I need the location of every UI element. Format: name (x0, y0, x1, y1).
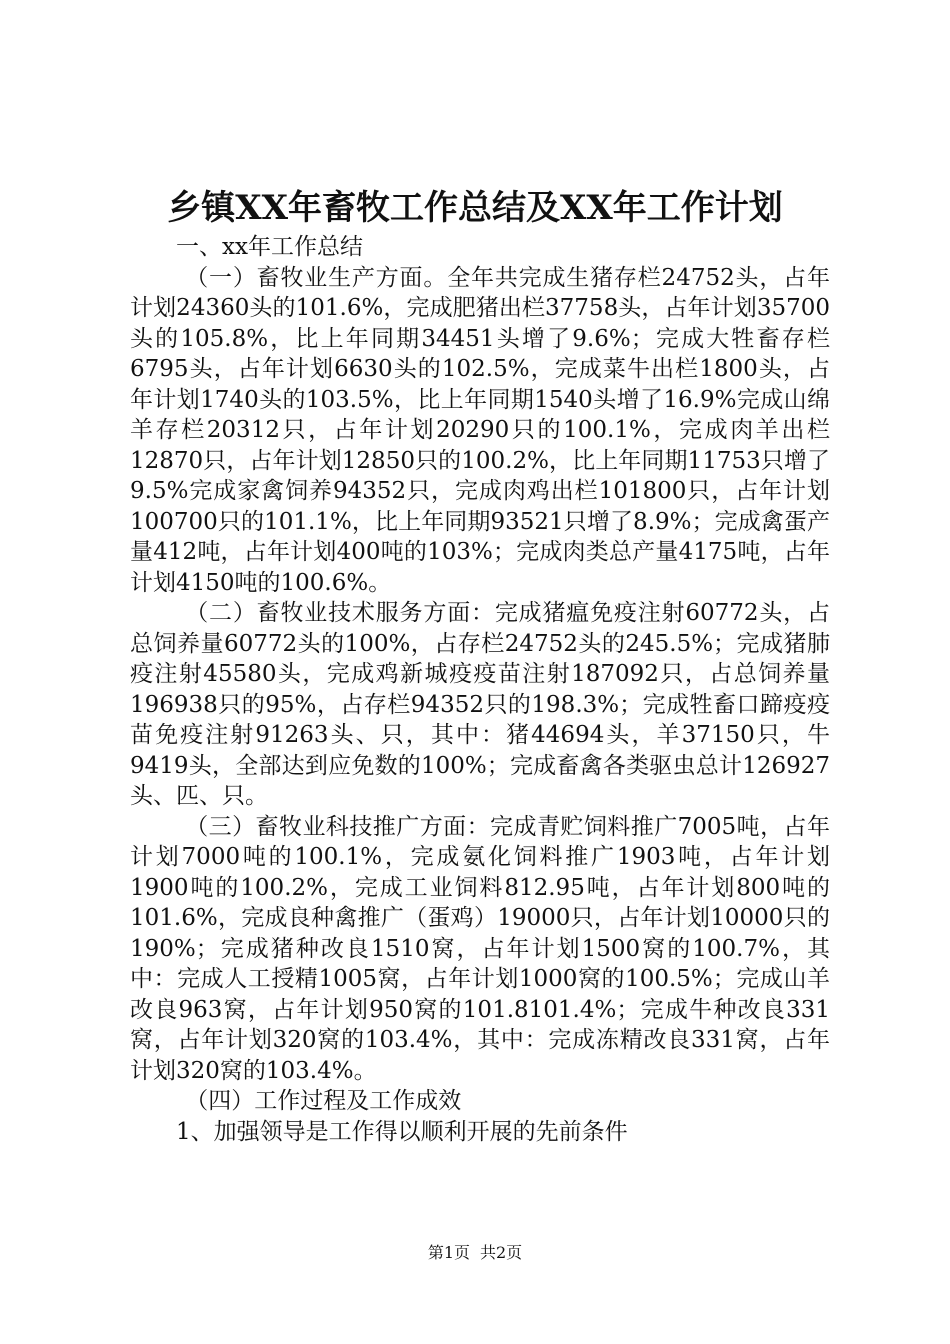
sub-heading-work-process: （四）工作过程及工作成效 (185, 1088, 462, 1114)
section-heading: 一、xx年工作总结 (176, 234, 363, 260)
document-body (130, 232, 830, 1147)
paragraph-technical-service: （二）畜牧业技术服务方面：完成猪瘟免疫注射60772头，占总饲养量60772头的100%，占存栏24752头的245.5%；完成猪肺疫注射45580头，完成鸡新城疫疫苗注射187092只，占总饲养量196938只的95%，占存栏94352只的198.3%；完成牲畜口蹄疫疫苗免疫注射91263头、只，其中：猪44694头，羊37150只，牛9419头，全部达到应免数的100%；完成畜禽各类驱虫总计126927头、匹、只。 (130, 600, 830, 809)
page-number: 第1页 (427, 1243, 470, 1262)
page-footer (0, 1243, 950, 1263)
paragraph-tech-promotion: （三）畜牧业科技推广方面：完成青贮饲料推广7005吨，占年计划7000吨的100.1%，完成氨化饲料推广1903吨，占年计划1900吨的100.2%，完成工业饲料812.95吨，占年计划800吨的101.6%，完成良种禽推广（蛋鸡）19000只，占年计划10000只的190%；完成猪种改良1510窝，占年计划1500窝的100.7%，其中：完成人工授精1005窝，占年计划1000窝的100.5%；完成山羊改良963窝，占年计划950窝的101.8101.4%；完成牛种改良331窝，占年计划320窝的103.4%，其中：完成冻精改良331窝，占年计划320窝的103.4%。 (130, 813, 830, 1084)
page-total: 共2页 (480, 1243, 523, 1262)
list-item-leadership: 1、加强领导是工作得以顺利开展的先前条件 (176, 1118, 628, 1145)
paragraph-production: （一）畜牧业生产方面。全年共完成生猪存栏24752头，占年计划24360头的101.6%，完成肥猪出栏37758头，占年计划35700头的105.8%，比上年同期34451头增了9.6%；完成大牲畜存栏6795头，占年计划6630头的102.5%，完成菜牛出栏1800头，占年计划1740头的103.5%，比上年同期1540头增了16.9%完成山绵羊存栏20312只，占年计划20290只的100.1%，完成肉羊出栏12870只，占年计划12850只的100.2%，比上年同期11753只增了9.5%完成家禽饲养94352只，完成肉鸡出栏101800只，占年计划100700只的101.1%，比上年同期93521只增了8.9%；完成禽蛋产量412吨，占年计划400吨的103%；完成肉类总产量4175吨，占年计划4150吨的100.6%。 (130, 264, 830, 596)
document-title: 乡镇XX年畜牧工作总结及XX年工作计划 (167, 188, 783, 228)
